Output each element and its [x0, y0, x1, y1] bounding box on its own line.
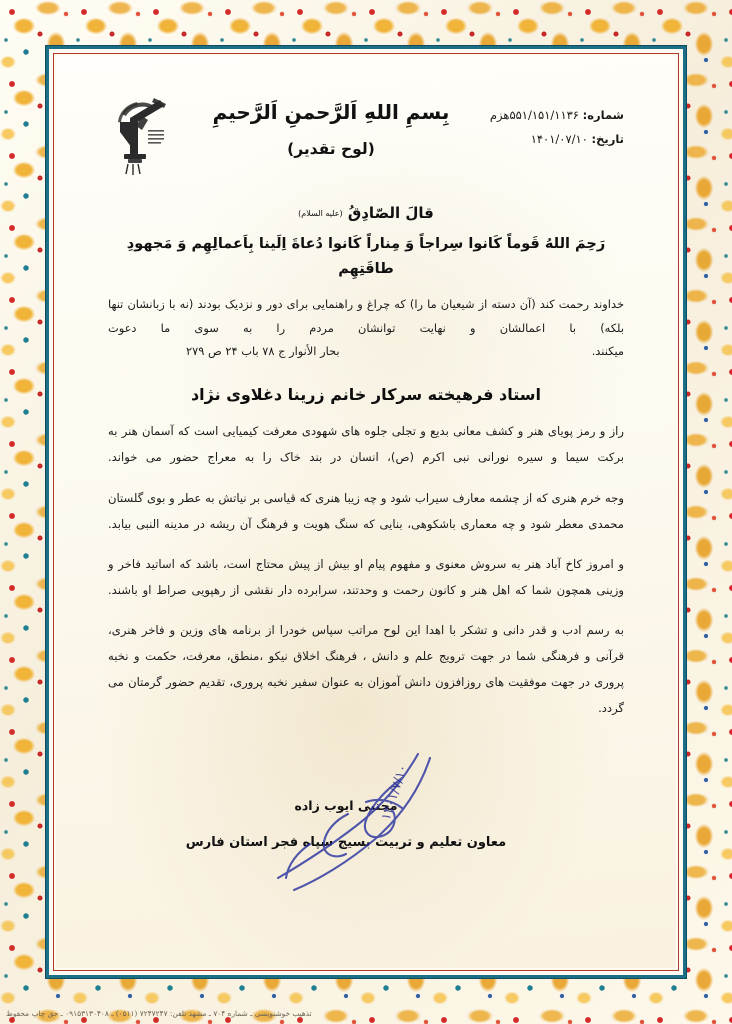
body-paragraph-4: به رسم ادب و قدر دانی و تشکر با اهدا این لوح مراتب سپاس خودرا از برنامه های وزین و فاخر هنری، قرآنی و فرهنگی شما در جهت ترویج علم و دانش ، فرهنگ اخلاق نیکو ،منطق، معرفت، حکمت و نخبه پروری در جهت موفقیت های روزافزون دانش آموزان به عنوان سفیر نخبه پروری، تقدیم حضور گرمتان می گردد.	[108, 622, 624, 716]
certificate-paper	[56, 56, 676, 968]
handwritten-date: ۱۴۰۱/۷/۱۰	[378, 762, 411, 823]
document-date-row	[490, 128, 624, 152]
document-date-value: ۱۴۰۱/۰۷/۱۰	[530, 131, 588, 146]
signature-block	[56, 798, 676, 850]
printer-credit-footer: تذهیب خوشنویسی ـ شماره ۷۰۴ ـ مشهد تلفن: ۷۲۴۷۲۴۷ (۰۵۱۱) ـ ۰۹۱۵۳۱۳۰۴۰۸ ـ حق چاپ محفوظ	[6, 1009, 312, 1018]
irgc-sepah-emblem	[108, 92, 172, 178]
recipient-name: استاد فرهیخته سرکار خانم زرینا دغلاوی نژاد	[190, 385, 542, 405]
honorific-peace-be-upon-him: (علیه السلام)	[298, 209, 343, 218]
body-paragraph-2: وجه خرم هنری که از چشمه معارف سیراب شود و چه زیبا هنری که قیاسی بر نیاتش به عطر و بوی گلستان محمدی معطر شود و چه معماری باشکوهی، بنایی که سنگ هویت و فرهنگ آن ریشه در مدینه النبی بیابد.	[108, 490, 624, 531]
document-meta	[490, 90, 624, 151]
header-row	[108, 90, 624, 178]
hadith-attribution-text: قالَ الصّادِقُ	[347, 204, 434, 222]
body-paragraph-3: و امروز کاخ آباد هنر به سروش معنوی و مفهوم پیام او بیش از پیش محتاج است، باشد که اساتید فاخر و وزینی همچون شما که اهل هنر و کانون رحمت و وحدتند، سرابرده دار نقشی از رهپویی صراط او باشند.	[108, 556, 624, 597]
document-number-row	[490, 104, 624, 128]
document-date-label: تاریخ:	[591, 131, 624, 146]
hadith-citation-row	[108, 340, 624, 363]
basmala-block	[172, 90, 490, 158]
hadith-translation: خداوند رحمت کند (آن دسته از شیعیان ما را) که چراغ و راهنمایی برای دور و نزدیک بودند (نه با زبانشان تنها بلکه) با اعمالشان و نهایت توانشان مردم را به سوی ما دعوت	[108, 297, 624, 335]
certificate-content	[56, 56, 676, 968]
body-paragraph-1: راز و رمز پویای هنر و کشف معانی بدیع و تجلی جلوه های شهودی معرفت کیمیایی است که آسمان هنر به برکت سیما و سیره نورانی نبی اکرم (ص)، انسان در بند خاک را به معراج حضور می خواند.	[108, 424, 624, 465]
document-number-value: ۵۵۱/۱۵۱/۱۱۳۶هزم	[489, 108, 579, 122]
basmala-text: بِسمِ اللهِ اَلرَّحمنِ اَلرَّحیمِ	[212, 100, 450, 124]
hadith-block	[108, 204, 624, 281]
signatory-title: معاون تعلیم و تربیت بسیج سپاه فجر استان فارس	[185, 835, 507, 850]
hadith-source-citation: بحار الأنوار ج ۷۸ باب ۲۴ ص ۲۷۹	[186, 344, 340, 359]
document-number-label: شماره:	[582, 108, 624, 122]
document-kind-title: (لوح تقدیر)	[287, 140, 375, 158]
hadith-attribution	[108, 204, 624, 222]
signatory-name: مجتبی ایوب زاده	[294, 798, 398, 813]
hadith-arabic-text: رَحِمَ اللهُ قَوماً کَانوا سِراجاً وَ مِناراً کَانوا دُعاةَ اِلَینا بِاَعمالِهِم وَ مَجهودِ طاقَتِهِم	[126, 236, 606, 277]
hadith-translation-tail: میکنند.	[591, 344, 624, 359]
